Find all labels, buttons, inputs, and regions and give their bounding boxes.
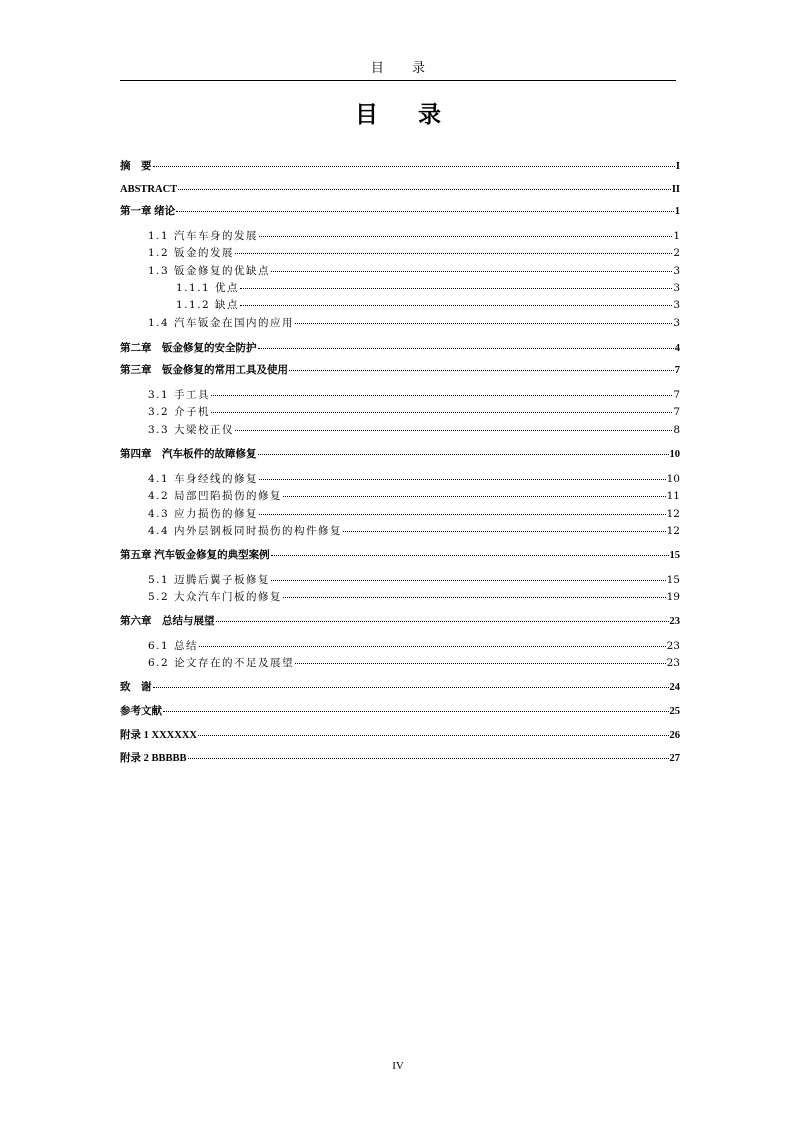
toc-entry-label: 附录 2 BBBBB — [120, 753, 187, 764]
toc-entry-abstract-cn[interactable] — [120, 157, 680, 173]
toc-entry-chapter-5[interactable] — [120, 546, 680, 562]
toc-leader-dots — [240, 279, 672, 289]
toc-entry-page: 12 — [666, 525, 680, 537]
toc-entry-chapter-6[interactable] — [120, 612, 680, 628]
toc-leader-dots — [153, 157, 675, 167]
toc-entry-4-2[interactable] — [148, 487, 680, 503]
toc-entry-4-3[interactable] — [148, 505, 680, 521]
toc-entry-page: 15 — [669, 550, 680, 561]
toc-entry-label: 4.4 内外层钢板同时损伤的构件修复 — [148, 525, 343, 537]
toc-entry-page: 12 — [666, 508, 680, 520]
toc-leader-dots — [283, 588, 666, 598]
toc-entry-chapter-1[interactable] — [120, 202, 680, 218]
toc-entry-label: 摘 要 — [120, 161, 152, 172]
toc-entry-label: 6.1 总结 — [148, 640, 199, 652]
toc-leader-dots — [178, 180, 671, 190]
toc-entry-page: 3 — [673, 282, 680, 294]
toc-entry-page: 23 — [669, 616, 680, 627]
toc-leader-dots — [235, 421, 672, 431]
toc-entry-page: 27 — [669, 753, 680, 764]
toc-entry-chapter-3[interactable] — [120, 361, 680, 377]
toc-leader-dots — [271, 262, 672, 272]
toc-entry-page: 2 — [673, 247, 680, 259]
toc-leader-dots — [198, 726, 669, 736]
toc-leader-dots — [283, 487, 666, 497]
toc-leader-dots — [259, 505, 666, 515]
toc-entry-label: 附录 1 XXXXXX — [120, 730, 197, 741]
toc-entry-label: 1.4 汽车钣金在国内的应用 — [148, 317, 295, 329]
toc-leader-dots — [258, 445, 669, 455]
toc-entry-page: 3 — [673, 265, 680, 277]
toc-entry-page: I — [675, 161, 680, 172]
toc-entry-label: 第一章 绪论 — [120, 206, 176, 217]
toc-entry-page: 7 — [673, 406, 680, 418]
toc-entry-label: 1.1 汽车车身的发展 — [148, 230, 259, 242]
toc-entry-label: 4.2 局部凹陷损伤的修复 — [148, 490, 283, 502]
toc-entry-label: 5.2 大众汽车门板的修复 — [148, 591, 283, 603]
toc-leader-dots — [343, 522, 666, 532]
toc-entry-page: 8 — [673, 424, 680, 436]
toc-leader-dots — [188, 749, 669, 759]
page-title: 目 录 — [354, 102, 457, 128]
toc-entry-page: 7 — [673, 389, 680, 401]
toc-leader-dots — [163, 702, 669, 712]
toc-entry-page: 1 — [674, 206, 680, 217]
toc-entry-label: 第四章 汽车板件的故障修复 — [120, 449, 257, 460]
toc-leader-dots — [216, 612, 669, 622]
toc-entry-acknowledgements[interactable] — [120, 678, 680, 694]
toc-leader-dots — [211, 386, 672, 396]
toc-entry-appendix-1[interactable] — [120, 726, 680, 742]
toc-entry-5-1[interactable] — [148, 571, 680, 587]
toc-entry-3-1[interactable] — [148, 386, 680, 402]
toc-entry-page: 7 — [674, 365, 680, 376]
toc-entry-label: 第六章 总结与展望 — [120, 616, 215, 627]
toc-entry-3-3[interactable] — [148, 421, 680, 437]
toc-leader-dots — [259, 470, 666, 480]
toc-entry-label: 1.3 钣金修复的优缺点 — [148, 265, 271, 277]
toc-entry-page: 23 — [666, 657, 680, 669]
toc-entry-page: 11 — [666, 490, 680, 502]
toc-leader-dots — [295, 314, 672, 324]
toc-entry-1-1[interactable] — [148, 227, 680, 243]
toc-entry-page: 26 — [669, 730, 680, 741]
toc-entry-label: 第五章 汽车钣金修复的典型案例 — [120, 550, 270, 561]
toc-entry-page: 24 — [669, 682, 680, 693]
toc-entry-page: 3 — [673, 317, 680, 329]
toc-leader-dots — [153, 678, 669, 688]
toc-entry-label: 参考文献 — [120, 706, 162, 717]
toc-leader-dots — [199, 637, 666, 647]
toc-entry-label: 3.2 介子机 — [148, 406, 211, 418]
toc-entry-4-4[interactable] — [148, 522, 680, 538]
toc-entry-1-1-2[interactable] — [176, 296, 680, 312]
toc-leader-dots — [295, 654, 666, 664]
toc-leader-dots — [271, 546, 669, 556]
toc-entry-label: 5.1 迈腾后翼子板修复 — [148, 574, 271, 586]
toc-leader-dots — [271, 571, 666, 581]
toc-entry-label: 第二章 钣金修复的安全防护 — [120, 343, 257, 354]
toc-entry-1-1-1[interactable] — [176, 279, 680, 295]
toc-entry-1-2[interactable] — [148, 244, 680, 260]
toc-entry-label: 3.1 手工具 — [148, 389, 211, 401]
toc-entry-1-3[interactable] — [148, 262, 680, 278]
toc-entry-5-2[interactable] — [148, 588, 680, 604]
toc-entry-6-1[interactable] — [148, 637, 680, 653]
toc-entry-appendix-2[interactable] — [120, 749, 680, 765]
toc-entry-page: 3 — [673, 299, 680, 311]
toc-entry-6-2[interactable] — [148, 654, 680, 670]
toc-entry-page: 4 — [674, 343, 680, 354]
toc-entry-page: 10 — [669, 449, 680, 460]
toc-entry-chapter-2[interactable] — [120, 339, 680, 355]
toc-entry-label: 1.1.1 优点 — [176, 282, 240, 294]
toc-entry-page: 25 — [669, 706, 680, 717]
toc-entry-page: 15 — [666, 574, 680, 586]
toc-entry-label: 4.3 应力损伤的修复 — [148, 508, 259, 520]
toc-entry-chapter-4[interactable] — [120, 445, 680, 461]
running-header: 目 录 — [370, 61, 438, 76]
toc-entry-page: 1 — [673, 230, 680, 242]
toc-entry-references[interactable] — [120, 702, 680, 718]
toc-entry-page: 23 — [666, 640, 680, 652]
toc-entry-3-2[interactable] — [148, 403, 680, 419]
toc-entry-page: II — [671, 184, 680, 195]
toc-entry-1-4[interactable] — [148, 314, 680, 330]
toc-entry-label: 6.2 论文存在的不足及展望 — [148, 657, 295, 669]
toc-leader-dots — [211, 403, 672, 413]
toc-leader-dots — [258, 339, 674, 349]
toc-leader-dots — [240, 296, 672, 306]
toc-entry-label: ABSTRACT — [120, 184, 178, 195]
toc-leader-dots — [176, 202, 674, 212]
toc-entry-label: 第三章 钣金修复的常用工具及使用 — [120, 365, 288, 376]
toc-entry-label: 4.1 车身经线的修复 — [148, 473, 259, 485]
toc-leader-dots — [259, 227, 672, 237]
toc-entry-label: 1.2 钣金的发展 — [148, 247, 235, 259]
toc-leader-dots — [289, 361, 674, 371]
toc-entry-label: 1.1.2 缺点 — [176, 299, 240, 311]
toc-entry-abstract-en[interactable] — [120, 180, 680, 196]
toc-entry-4-1[interactable] — [148, 470, 680, 486]
toc-entry-label: 3.3 大梁校正仪 — [148, 424, 235, 436]
toc-entry-page: 19 — [666, 591, 680, 603]
page-number: IV — [392, 1060, 404, 1072]
toc-leader-dots — [235, 244, 672, 254]
toc-entry-page: 10 — [666, 473, 680, 485]
toc-entry-label: 致 谢 — [120, 682, 152, 693]
